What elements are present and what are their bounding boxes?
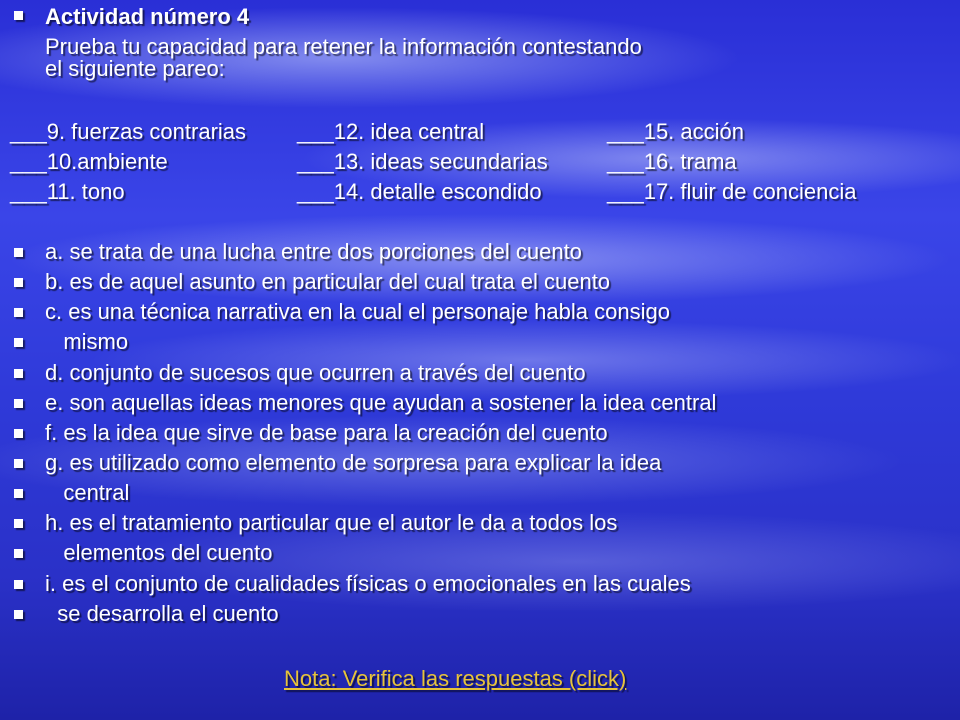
matching-col1-item2: ___10.ambiente [10, 149, 168, 174]
verify-answers-link[interactable]: Nota: Verifica las respuestas (click) [284, 666, 627, 691]
definition-item: i. es el conjunto de cualidades físicas o emocionales en las cuales [45, 571, 691, 596]
bullet-icon [14, 429, 23, 438]
definition-item: central [45, 480, 130, 505]
definition-item: b. es de aquel asunto en particular del cual trata el cuento [45, 269, 611, 294]
bullet-icon [14, 399, 23, 408]
matching-col1-item3: ___11. tono [10, 179, 125, 204]
bullet-icon [14, 248, 23, 257]
definition-item: elementos del cuento [45, 540, 273, 565]
definition-item: c. es una técnica narrativa en la cual el personaje habla consigo [45, 299, 670, 324]
definition-item: g. es utilizado como elemento de sorpresa para explicar la idea [45, 450, 662, 475]
instruction-line-1: Prueba tu capacidad para retener la información contestando [45, 34, 642, 59]
matching-col1-item1: ___9. fuerzas contrarias [10, 119, 247, 144]
definition-item: a. se trata de una lucha entre dos porciones del cuento [45, 239, 582, 264]
bullet-icon [14, 489, 23, 498]
definition-item: d. conjunto de sucesos que ocurren a través del cuento [45, 360, 586, 385]
bullet-icon [14, 308, 23, 317]
definition-item: se desarrolla el cuento [45, 601, 279, 626]
matching-col2-item1: ___12. idea central [297, 119, 485, 144]
bullet-icon [14, 580, 23, 589]
definition-item: mismo [45, 329, 129, 354]
instruction-line-2: el siguiente pareo: [45, 56, 225, 81]
definition-item: h. es el tratamiento particular que el autor le da a todos los [45, 510, 618, 535]
definition-item: f. es la idea que sirve de base para la creación del cuento [45, 420, 608, 445]
bullet-icon [14, 459, 23, 468]
matching-col2-item2: ___13. ideas secundarias [297, 149, 548, 174]
activity-title: Actividad número 4 [45, 4, 250, 29]
matching-col3-item2: ___16. trama [607, 149, 737, 174]
title-bullet-icon [14, 11, 23, 20]
bullet-icon [14, 549, 23, 558]
matching-col3-item3: ___17. fluir de conciencia [607, 179, 857, 204]
matching-col3-item1: ___15. acción [607, 119, 744, 144]
bullet-icon [14, 369, 23, 378]
matching-col2-item3: ___14. detalle escondido [297, 179, 542, 204]
bullet-icon [14, 278, 23, 287]
bullet-icon [14, 519, 23, 528]
bullet-icon [14, 610, 23, 619]
definition-item: e. son aquellas ideas menores que ayudan a sostener la idea central [45, 390, 717, 415]
bullet-icon [14, 338, 23, 347]
